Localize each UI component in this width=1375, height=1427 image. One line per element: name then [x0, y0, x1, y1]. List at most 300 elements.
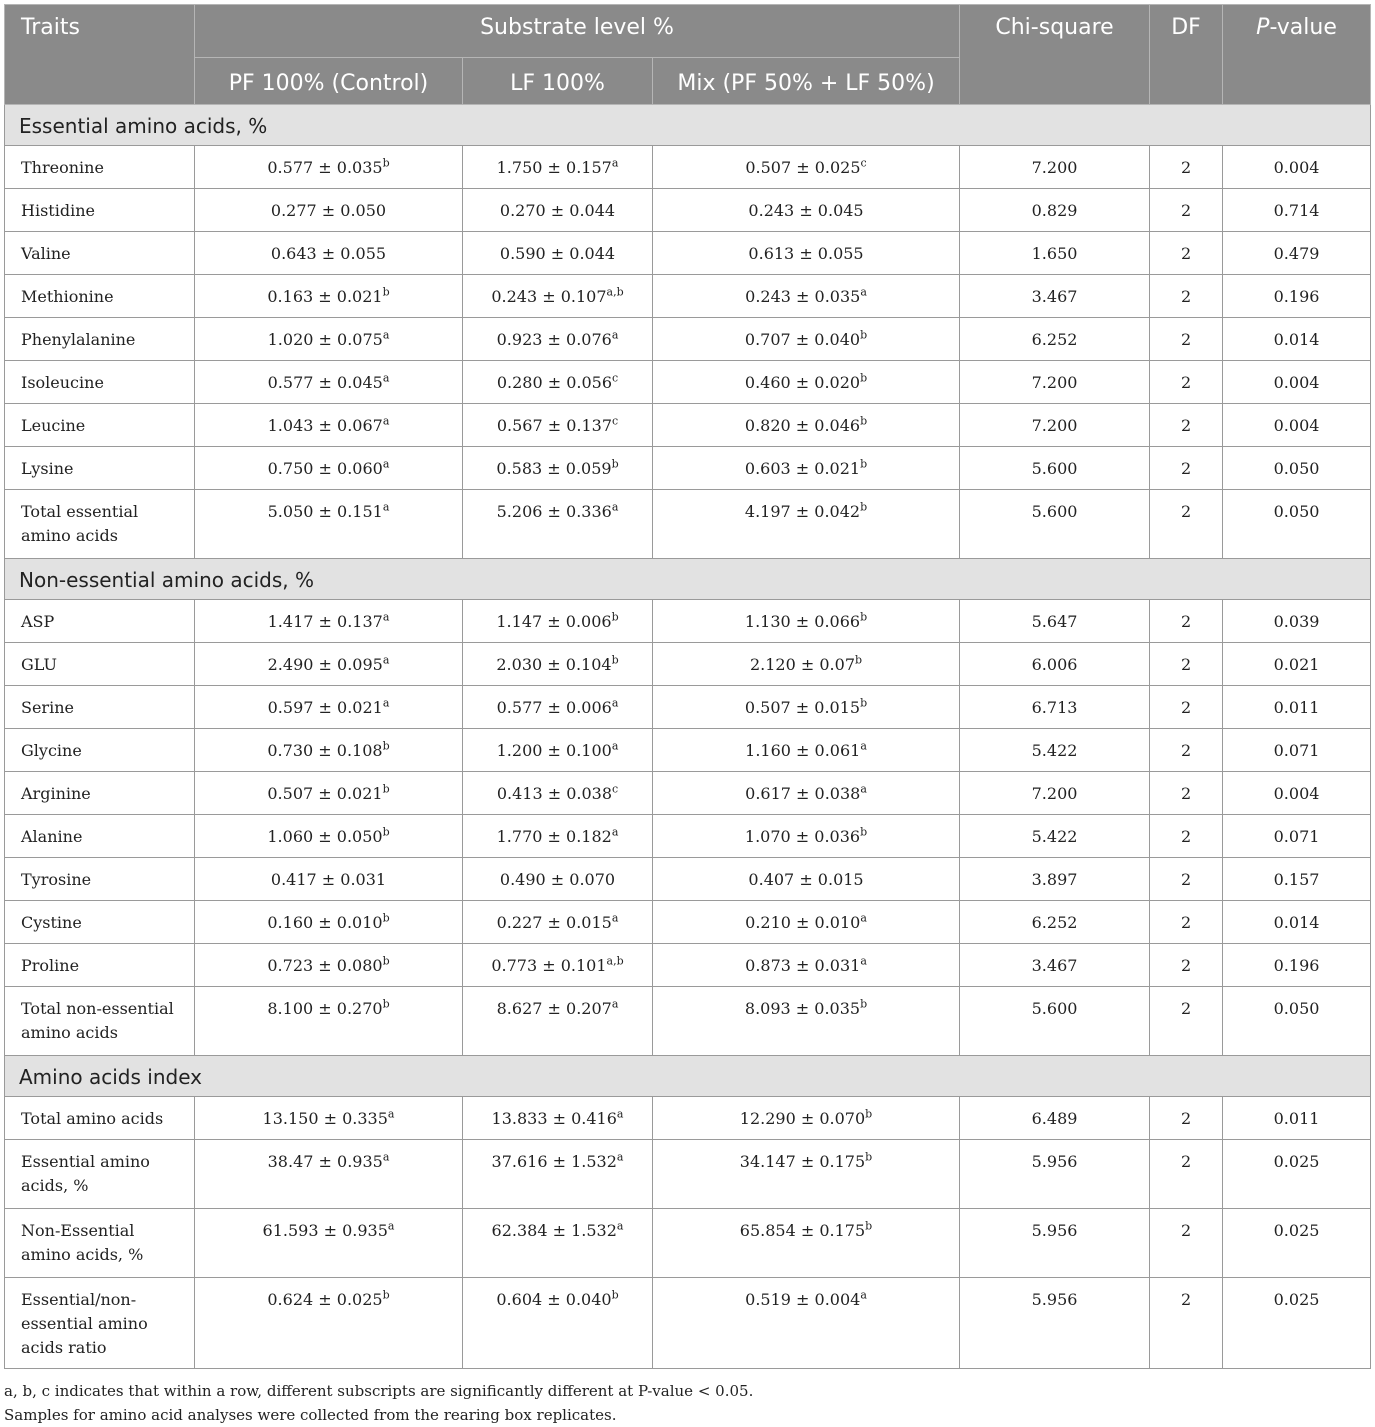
lf-value-cell: [463, 189, 653, 232]
df-cell: 2: [1150, 447, 1223, 490]
chi-square-cell: 0.829: [960, 189, 1150, 232]
mean-sd-value: 0.210 ± 0.010: [745, 913, 861, 932]
significance-superscript: a: [611, 997, 619, 1011]
df-cell: 2: [1150, 318, 1223, 361]
p-value-cell: 0.071: [1223, 815, 1371, 858]
significance-superscript: a: [860, 285, 867, 299]
mix-value-cell: [653, 944, 960, 987]
p-value-cell: 0.004: [1223, 772, 1371, 815]
significance-superscript: a,b: [606, 954, 624, 968]
chi-square-cell: 3.467: [960, 944, 1150, 987]
mean-sd-value: 62.384 ± 1.532: [491, 1221, 617, 1240]
lf-value-cell: [463, 318, 653, 361]
table-row: [5, 987, 1371, 1056]
trait-cell: Essential amino acids, %: [5, 1140, 195, 1209]
trait-cell: Tyrosine: [5, 858, 195, 901]
significance-superscript: a: [616, 1150, 624, 1164]
trait-cell: Arginine: [5, 772, 195, 815]
lf-value-cell: [463, 686, 653, 729]
trait-cell: ASP: [5, 600, 195, 643]
mix-value-cell: [653, 318, 960, 361]
section-title: Non-essential amino acids, %: [5, 559, 1371, 600]
table-row: [5, 944, 1371, 987]
p-value-cell: 0.011: [1223, 1097, 1371, 1140]
significance-superscript: b: [611, 457, 619, 471]
significance-superscript: a: [382, 328, 390, 342]
pf-value-cell: [195, 275, 463, 318]
mean-sd-value: 0.160 ± 0.010: [267, 913, 383, 932]
trait-cell: Serine: [5, 686, 195, 729]
table-header: [5, 5, 1371, 105]
mix-value-cell: [653, 275, 960, 318]
significance-superscript: c: [860, 156, 867, 170]
p-value-cell: 0.025: [1223, 1140, 1371, 1209]
significance-superscript: a: [860, 1288, 867, 1302]
chi-square-cell: 1.650: [960, 232, 1150, 275]
trait-cell: Histidine: [5, 189, 195, 232]
trait-cell: Valine: [5, 232, 195, 275]
p-value-cell: 0.025: [1223, 1209, 1371, 1278]
significance-superscript: b: [382, 1288, 390, 1302]
p-value-cell: 0.004: [1223, 361, 1371, 404]
lf-value-cell: [463, 729, 653, 772]
df-cell: 2: [1150, 944, 1223, 987]
mix-value-cell: [653, 1097, 960, 1140]
p-value-cell: 0.157: [1223, 858, 1371, 901]
mean-sd-value: 0.723 ± 0.080: [267, 956, 383, 975]
table-row: [5, 1140, 1371, 1209]
trait-cell: Leucine: [5, 404, 195, 447]
significance-superscript: a: [860, 911, 867, 925]
significance-superscript: b: [611, 653, 619, 667]
mean-sd-value: 38.47 ± 0.935: [267, 1152, 383, 1171]
significance-superscript: a: [382, 500, 390, 514]
pf-value-cell: [195, 404, 463, 447]
pf-value-cell: [195, 189, 463, 232]
table-row: [5, 232, 1371, 275]
table-row: [5, 318, 1371, 361]
mean-sd-value: 1.060 ± 0.050: [267, 827, 383, 846]
df-cell: 2: [1150, 146, 1223, 189]
mean-sd-value: 4.197 ± 0.042: [744, 502, 861, 521]
significance-superscript: b: [611, 1288, 619, 1302]
significance-superscript: a: [382, 610, 390, 624]
lf-value-cell: [463, 643, 653, 686]
chi-square-cell: 7.200: [960, 772, 1150, 815]
table-row: [5, 729, 1371, 772]
mean-sd-value: 5.050 ± 0.151: [267, 502, 383, 521]
footnote-significance: a, b, c indicates that within a row, different subscripts are significantly different at P-value < 0.05.: [4, 1382, 754, 1400]
mean-sd-value: 0.820 ± 0.046: [744, 416, 861, 435]
mean-sd-value: 0.730 ± 0.108: [267, 741, 383, 760]
significance-superscript: b: [382, 782, 390, 796]
mean-sd-value: 0.270 ± 0.044: [499, 201, 616, 220]
trait-cell: Lysine: [5, 447, 195, 490]
mean-sd-value: 0.507 ± 0.021: [267, 784, 383, 803]
df-cell: 2: [1150, 858, 1223, 901]
significance-superscript: a: [382, 1150, 390, 1164]
header-df: DF: [1150, 5, 1223, 105]
mean-sd-value: 34.147 ± 0.175: [739, 1152, 866, 1171]
header-chi-square: Chi-square: [960, 5, 1150, 105]
chi-square-cell: 5.600: [960, 987, 1150, 1056]
p-value-cell: 0.021: [1223, 643, 1371, 686]
section-row: [5, 1056, 1371, 1097]
significance-superscript: b: [860, 328, 868, 342]
significance-superscript: a: [611, 500, 619, 514]
df-cell: 2: [1150, 729, 1223, 772]
significance-superscript: b: [382, 954, 390, 968]
lf-value-cell: [463, 944, 653, 987]
mean-sd-value: 0.490 ± 0.070: [499, 870, 616, 889]
pf-value-cell: [195, 772, 463, 815]
trait-cell: Phenylalanine: [5, 318, 195, 361]
significance-superscript: b: [865, 1150, 873, 1164]
significance-superscript: a: [860, 782, 867, 796]
mean-sd-value: 12.290 ± 0.070: [739, 1109, 866, 1128]
table-container: [4, 4, 1370, 1427]
p-value-cell: 0.025: [1223, 1278, 1371, 1369]
mean-sd-value: 0.624 ± 0.025: [267, 1290, 383, 1309]
mean-sd-value: 0.417 ± 0.031: [270, 870, 387, 889]
chi-square-cell: 5.956: [960, 1209, 1150, 1278]
amino-acid-table: [4, 4, 1371, 1369]
chi-square-cell: 5.422: [960, 729, 1150, 772]
mix-value-cell: [653, 772, 960, 815]
p-value-cell: 0.071: [1223, 729, 1371, 772]
mean-sd-value: 1.070 ± 0.036: [744, 827, 861, 846]
significance-superscript: b: [382, 997, 390, 1011]
mean-sd-value: 0.277 ± 0.050: [270, 201, 387, 220]
significance-superscript: a: [382, 696, 390, 710]
mean-sd-value: 0.923 ± 0.076: [496, 330, 612, 349]
mean-sd-value: 0.577 ± 0.006: [496, 698, 612, 717]
mean-sd-value: 0.243 ± 0.107: [491, 287, 607, 306]
mean-sd-value: 0.617 ± 0.038: [745, 784, 861, 803]
pf-value-cell: [195, 987, 463, 1056]
p-value-cell: 0.714: [1223, 189, 1371, 232]
mix-value-cell: [653, 447, 960, 490]
header-mix: Mix (PF 50% + LF 50%): [653, 58, 960, 105]
header-lf: LF 100%: [463, 58, 653, 105]
mix-value-cell: [653, 1140, 960, 1209]
df-cell: 2: [1150, 600, 1223, 643]
significance-superscript: b: [865, 1219, 873, 1233]
table-row: [5, 643, 1371, 686]
mean-sd-value: 61.593 ± 0.935: [262, 1221, 388, 1240]
p-value-cell: 0.050: [1223, 490, 1371, 559]
significance-superscript: b: [860, 696, 868, 710]
mean-sd-value: 0.413 ± 0.038: [496, 784, 612, 803]
pf-value-cell: [195, 232, 463, 275]
mix-value-cell: [653, 901, 960, 944]
df-cell: 2: [1150, 1097, 1223, 1140]
df-cell: 2: [1150, 772, 1223, 815]
significance-superscript: b: [860, 414, 868, 428]
table-row: [5, 404, 1371, 447]
trait-cell: GLU: [5, 643, 195, 686]
table-row: [5, 815, 1371, 858]
mean-sd-value: 0.577 ± 0.035: [267, 158, 383, 177]
pf-value-cell: [195, 1140, 463, 1209]
mean-sd-value: 8.627 ± 0.207: [496, 999, 612, 1018]
pf-value-cell: [195, 361, 463, 404]
p-value-cell: 0.004: [1223, 404, 1371, 447]
p-value-cell: 0.050: [1223, 987, 1371, 1056]
section-title: Amino acids index: [5, 1056, 1371, 1097]
lf-value-cell: [463, 232, 653, 275]
mean-sd-value: 0.243 ± 0.045: [748, 201, 864, 220]
chi-square-cell: 7.200: [960, 404, 1150, 447]
df-cell: 2: [1150, 643, 1223, 686]
mix-value-cell: [653, 490, 960, 559]
mix-value-cell: [653, 643, 960, 686]
significance-superscript: a: [611, 911, 619, 925]
section-row: [5, 105, 1371, 146]
mean-sd-value: 0.519 ± 0.004: [745, 1290, 861, 1309]
mean-sd-value: 0.583 ± 0.059: [496, 459, 612, 478]
mean-sd-value: 0.750 ± 0.060: [267, 459, 383, 478]
mean-sd-value: 0.163 ± 0.021: [267, 287, 383, 306]
table-row: [5, 901, 1371, 944]
lf-value-cell: [463, 361, 653, 404]
significance-superscript: b: [382, 156, 390, 170]
mean-sd-value: 0.507 ± 0.025: [745, 158, 861, 177]
significance-superscript: a: [860, 954, 867, 968]
table-body: [5, 105, 1371, 1369]
significance-superscript: b: [865, 1107, 873, 1121]
trait-cell: Total essential amino acids: [5, 490, 195, 559]
lf-value-cell: [463, 1278, 653, 1369]
significance-superscript: a: [387, 1107, 395, 1121]
mean-sd-value: 0.613 ± 0.055: [748, 244, 864, 263]
pf-value-cell: [195, 686, 463, 729]
df-cell: 2: [1150, 686, 1223, 729]
pf-value-cell: [195, 1278, 463, 1369]
df-cell: 2: [1150, 361, 1223, 404]
trait-cell: Methionine: [5, 275, 195, 318]
significance-superscript: b: [382, 739, 390, 753]
trait-cell: Glycine: [5, 729, 195, 772]
footnotes: [4, 1379, 1370, 1427]
chi-square-cell: 3.467: [960, 275, 1150, 318]
mean-sd-value: 0.280 ± 0.056: [496, 373, 612, 392]
section-title: Essential amino acids, %: [5, 105, 1371, 146]
df-cell: 2: [1150, 987, 1223, 1056]
significance-superscript: a: [382, 414, 390, 428]
p-value-cell: 0.014: [1223, 901, 1371, 944]
significance-superscript: a: [382, 457, 390, 471]
lf-value-cell: [463, 1209, 653, 1278]
mean-sd-value: 5.206 ± 0.336: [496, 502, 612, 521]
significance-superscript: b: [382, 285, 390, 299]
table-row: [5, 490, 1371, 559]
significance-superscript: a: [616, 1219, 624, 1233]
pf-value-cell: [195, 318, 463, 361]
chi-square-cell: 7.200: [960, 361, 1150, 404]
mean-sd-value: 0.707 ± 0.040: [744, 330, 861, 349]
significance-superscript: a: [382, 653, 390, 667]
df-cell: 2: [1150, 275, 1223, 318]
p-value-cell: 0.039: [1223, 600, 1371, 643]
mean-sd-value: 13.833 ± 0.416: [491, 1109, 617, 1128]
chi-square-cell: 6.489: [960, 1097, 1150, 1140]
mean-sd-value: 1.770 ± 0.182: [496, 827, 612, 846]
p-value-cell: 0.479: [1223, 232, 1371, 275]
pf-value-cell: [195, 729, 463, 772]
trait-cell: Proline: [5, 944, 195, 987]
table-row: [5, 1097, 1371, 1140]
lf-value-cell: [463, 858, 653, 901]
mix-value-cell: [653, 858, 960, 901]
pf-value-cell: [195, 447, 463, 490]
lf-value-cell: [463, 772, 653, 815]
trait-cell: Threonine: [5, 146, 195, 189]
df-cell: 2: [1150, 232, 1223, 275]
mean-sd-value: 0.567 ± 0.137: [496, 416, 612, 435]
table-row: [5, 1278, 1371, 1369]
significance-superscript: a: [387, 1219, 395, 1233]
chi-square-cell: 6.252: [960, 901, 1150, 944]
df-cell: 2: [1150, 901, 1223, 944]
significance-superscript: a: [611, 825, 619, 839]
mean-sd-value: 0.227 ± 0.015: [496, 913, 612, 932]
trait-cell: Isoleucine: [5, 361, 195, 404]
mean-sd-value: 0.643 ± 0.055: [270, 244, 387, 263]
table-row: [5, 361, 1371, 404]
chi-square-cell: 5.600: [960, 490, 1150, 559]
pf-value-cell: [195, 858, 463, 901]
mean-sd-value: 2.490 ± 0.095: [267, 655, 383, 674]
header-p-italic: P: [1256, 15, 1270, 40]
mix-value-cell: [653, 404, 960, 447]
footnote-samples: Samples for amino acid analyses were collected from the rearing box replicates.: [4, 1406, 617, 1424]
mean-sd-value: 0.873 ± 0.031: [745, 956, 861, 975]
table-row: [5, 858, 1371, 901]
df-cell: 2: [1150, 1209, 1223, 1278]
mean-sd-value: 0.507 ± 0.015: [744, 698, 861, 717]
pf-value-cell: [195, 901, 463, 944]
mean-sd-value: 2.030 ± 0.104: [496, 655, 612, 674]
mean-sd-value: 0.577 ± 0.045: [267, 373, 383, 392]
pf-value-cell: [195, 944, 463, 987]
mean-sd-value: 8.093 ± 0.035: [744, 999, 861, 1018]
mean-sd-value: 1.160 ± 0.061: [745, 741, 861, 760]
mean-sd-value: 13.150 ± 0.335: [262, 1109, 388, 1128]
mean-sd-value: 0.590 ± 0.044: [499, 244, 616, 263]
lf-value-cell: [463, 275, 653, 318]
df-cell: 2: [1150, 815, 1223, 858]
table-row: [5, 275, 1371, 318]
significance-superscript: a: [616, 1107, 624, 1121]
mix-value-cell: [653, 189, 960, 232]
significance-superscript: b: [382, 825, 390, 839]
lf-value-cell: [463, 146, 653, 189]
significance-superscript: a: [611, 696, 619, 710]
significance-superscript: c: [612, 371, 619, 385]
significance-superscript: b: [860, 997, 868, 1011]
significance-superscript: b: [860, 371, 868, 385]
chi-square-cell: 5.600: [960, 447, 1150, 490]
trait-cell: Cystine: [5, 901, 195, 944]
significance-superscript: b: [860, 825, 868, 839]
table-row: [5, 772, 1371, 815]
pf-value-cell: [195, 490, 463, 559]
mix-value-cell: [653, 729, 960, 772]
mix-value-cell: [653, 815, 960, 858]
p-value-cell: 0.196: [1223, 944, 1371, 987]
p-value-cell: 0.196: [1223, 275, 1371, 318]
significance-superscript: a: [611, 156, 619, 170]
mean-sd-value: 1.043 ± 0.067: [267, 416, 383, 435]
chi-square-cell: 3.897: [960, 858, 1150, 901]
mix-value-cell: [653, 232, 960, 275]
mean-sd-value: 0.597 ± 0.021: [267, 698, 383, 717]
mean-sd-value: 1.020 ± 0.075: [267, 330, 383, 349]
pf-value-cell: [195, 815, 463, 858]
significance-superscript: c: [612, 782, 619, 796]
mean-sd-value: 1.417 ± 0.137: [267, 612, 383, 631]
trait-cell: Total amino acids: [5, 1097, 195, 1140]
mean-sd-value: 65.854 ± 0.175: [739, 1221, 866, 1240]
trait-cell: Non-Essential amino acids, %: [5, 1209, 195, 1278]
section-row: [5, 559, 1371, 600]
lf-value-cell: [463, 1097, 653, 1140]
header-p-suffix: -value: [1269, 15, 1337, 40]
mix-value-cell: [653, 987, 960, 1056]
mean-sd-value: 0.460 ± 0.020: [744, 373, 861, 392]
df-cell: 2: [1150, 404, 1223, 447]
trait-cell: Essential/non-essential amino acids ratio: [5, 1278, 195, 1369]
significance-superscript: a: [382, 371, 390, 385]
mix-value-cell: [653, 600, 960, 643]
significance-superscript: b: [382, 911, 390, 925]
chi-square-cell: 6.713: [960, 686, 1150, 729]
pf-value-cell: [195, 600, 463, 643]
mix-value-cell: [653, 361, 960, 404]
table-row: [5, 686, 1371, 729]
p-value-cell: 0.011: [1223, 686, 1371, 729]
pf-value-cell: [195, 1209, 463, 1278]
mix-value-cell: [653, 146, 960, 189]
table-row: [5, 1209, 1371, 1278]
significance-superscript: a: [860, 739, 867, 753]
significance-superscript: a: [611, 739, 619, 753]
lf-value-cell: [463, 600, 653, 643]
chi-square-cell: 6.006: [960, 643, 1150, 686]
mean-sd-value: 0.604 ± 0.040: [496, 1290, 612, 1309]
table-row: [5, 447, 1371, 490]
header-pf-control: PF 100% (Control): [195, 58, 463, 105]
mean-sd-value: 0.603 ± 0.021: [744, 459, 861, 478]
chi-square-cell: 5.956: [960, 1140, 1150, 1209]
df-cell: 2: [1150, 1140, 1223, 1209]
p-value-cell: 0.014: [1223, 318, 1371, 361]
significance-superscript: a,b: [606, 285, 624, 299]
p-value-cell: 0.004: [1223, 146, 1371, 189]
mean-sd-value: 1.200 ± 0.100: [496, 741, 612, 760]
table-row: [5, 189, 1371, 232]
table-row: [5, 146, 1371, 189]
mean-sd-value: 2.120 ± 0.07: [749, 655, 855, 674]
lf-value-cell: [463, 987, 653, 1056]
header-p-value: [1223, 5, 1371, 105]
mix-value-cell: [653, 1209, 960, 1278]
header-traits: Traits: [5, 5, 195, 105]
mean-sd-value: 8.100 ± 0.270: [267, 999, 383, 1018]
table-row: [5, 600, 1371, 643]
significance-superscript: b: [611, 610, 619, 624]
